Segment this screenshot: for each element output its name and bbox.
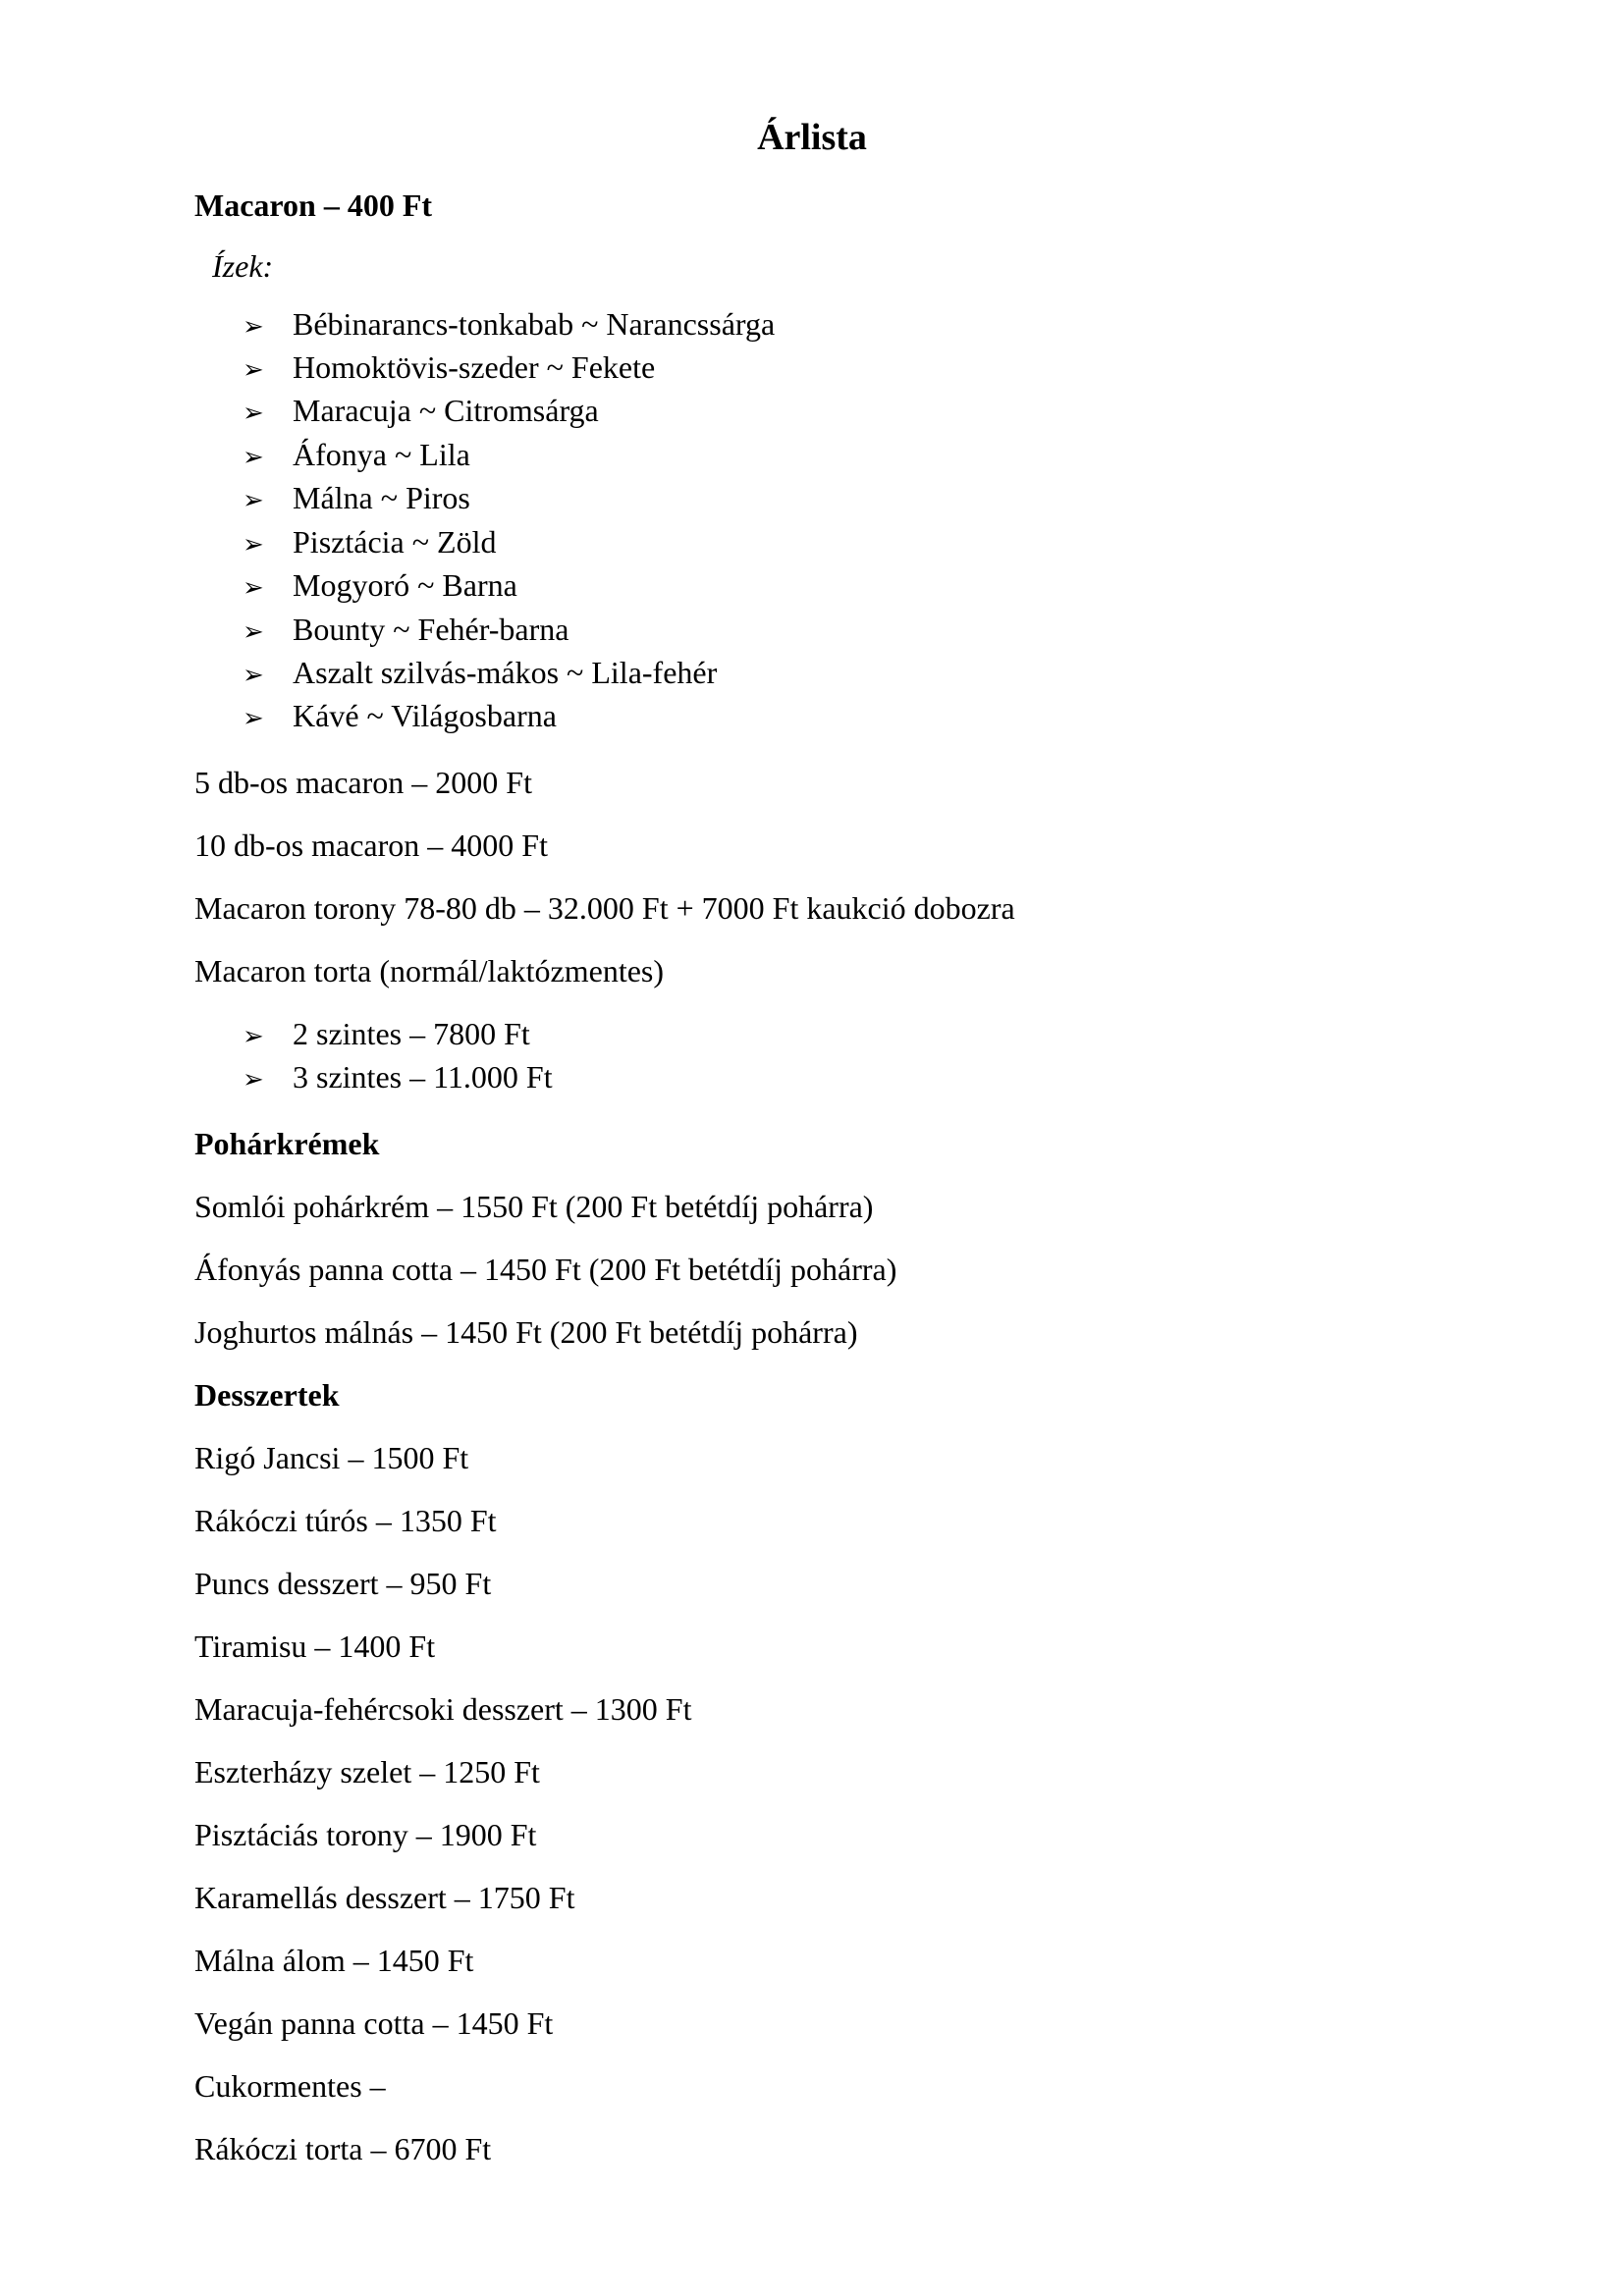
flavor-item xyxy=(243,563,517,610)
arrow-bullet-icon: ➢ xyxy=(243,399,264,428)
flavor-text: Maracuja ~ Citromsárga xyxy=(293,393,599,428)
page-title: Árlista xyxy=(757,117,867,158)
price-line: Áfonyás panna cotta – 1450 Ft (200 Ft betétdíj pohárra) xyxy=(194,1252,897,1287)
price-line: Vegán panna cotta – 1450 Ft xyxy=(194,2005,554,2041)
price-line: Rákóczi túrós – 1350 Ft xyxy=(194,1503,497,1538)
price-line: Pisztáciás torony – 1900 Ft xyxy=(194,1817,537,1852)
flavor-text: Bébinarancs-tonkabab ~ Narancssárga xyxy=(293,306,776,342)
arrow-bullet-icon: ➢ xyxy=(243,1065,264,1095)
flavor-item xyxy=(243,389,599,435)
desszertek-heading: Desszertek xyxy=(194,1377,340,1413)
flavor-item xyxy=(243,608,568,654)
flavor-item xyxy=(243,651,717,697)
poharkremek-heading: Pohárkrémek xyxy=(194,1126,380,1161)
price-line: Málna álom – 1450 Ft xyxy=(194,1943,474,1978)
price-line: Cukormentes – xyxy=(194,2068,386,2104)
arrow-bullet-icon: ➢ xyxy=(243,1022,264,1051)
torta-option xyxy=(243,1012,530,1058)
price-line: 10 db-os macaron – 4000 Ft xyxy=(194,828,548,863)
price-line: Karamellás desszert – 1750 Ft xyxy=(194,1880,575,1915)
price-line: Joghurtos málnás – 1450 Ft (200 Ft betétdíj pohárra) xyxy=(194,1314,858,1350)
flavors-label: Ízek: xyxy=(212,248,274,284)
flavor-text: Aszalt szilvás-mákos ~ Lila-fehér xyxy=(293,655,718,690)
arrow-bullet-icon: ➢ xyxy=(243,530,264,560)
flavor-item xyxy=(243,694,557,740)
price-line: Tiramisu – 1400 Ft xyxy=(194,1629,436,1664)
flavor-item xyxy=(243,433,470,479)
arrow-bullet-icon: ➢ xyxy=(243,573,264,603)
price-line: Puncs desszert – 950 Ft xyxy=(194,1566,492,1601)
arrow-bullet-icon: ➢ xyxy=(243,661,264,690)
torta-option-text: 2 szintes – 7800 Ft xyxy=(293,1016,530,1051)
flavor-item xyxy=(243,520,496,566)
price-line: Macaron torony 78-80 db – 32.000 Ft + 7000 Ft kaukció dobozra xyxy=(194,890,1015,926)
flavor-text: Homoktövis-szeder ~ Fekete xyxy=(293,349,656,385)
arrow-bullet-icon: ➢ xyxy=(243,486,264,515)
flavor-item xyxy=(243,346,655,392)
macaron-heading: Macaron – 400 Ft xyxy=(194,187,433,223)
arrow-bullet-icon: ➢ xyxy=(243,312,264,342)
price-line: Rákóczi torta – 6700 Ft xyxy=(194,2131,492,2166)
price-line: Maracuja-fehércsoki desszert – 1300 Ft xyxy=(194,1691,692,1727)
torta-option-text: 3 szintes – 11.000 Ft xyxy=(293,1059,553,1095)
flavor-text: Bounty ~ Fehér-barna xyxy=(293,612,569,647)
flavor-text: Pisztácia ~ Zöld xyxy=(293,524,497,560)
arrow-bullet-icon: ➢ xyxy=(243,617,264,647)
price-line: Eszterházy szelet – 1250 Ft xyxy=(194,1754,540,1789)
price-line: Rigó Jancsi – 1500 Ft xyxy=(194,1440,469,1475)
torta-option xyxy=(243,1055,553,1101)
flavor-item xyxy=(243,476,470,522)
price-line: Somlói pohárkrém – 1550 Ft (200 Ft betétdíj pohárra) xyxy=(194,1189,874,1224)
flavor-text: Kávé ~ Világosbarna xyxy=(293,698,557,733)
price-line: 5 db-os macaron – 2000 Ft xyxy=(194,765,532,800)
flavor-text: Mogyoró ~ Barna xyxy=(293,567,517,603)
flavor-text: Málna ~ Piros xyxy=(293,480,470,515)
flavor-item xyxy=(243,302,775,348)
arrow-bullet-icon: ➢ xyxy=(243,704,264,733)
arrow-bullet-icon: ➢ xyxy=(243,443,264,472)
flavor-text: Áfonya ~ Lila xyxy=(293,437,470,472)
price-line: Macaron torta (normál/laktózmentes) xyxy=(194,953,665,988)
arrow-bullet-icon: ➢ xyxy=(243,355,264,385)
